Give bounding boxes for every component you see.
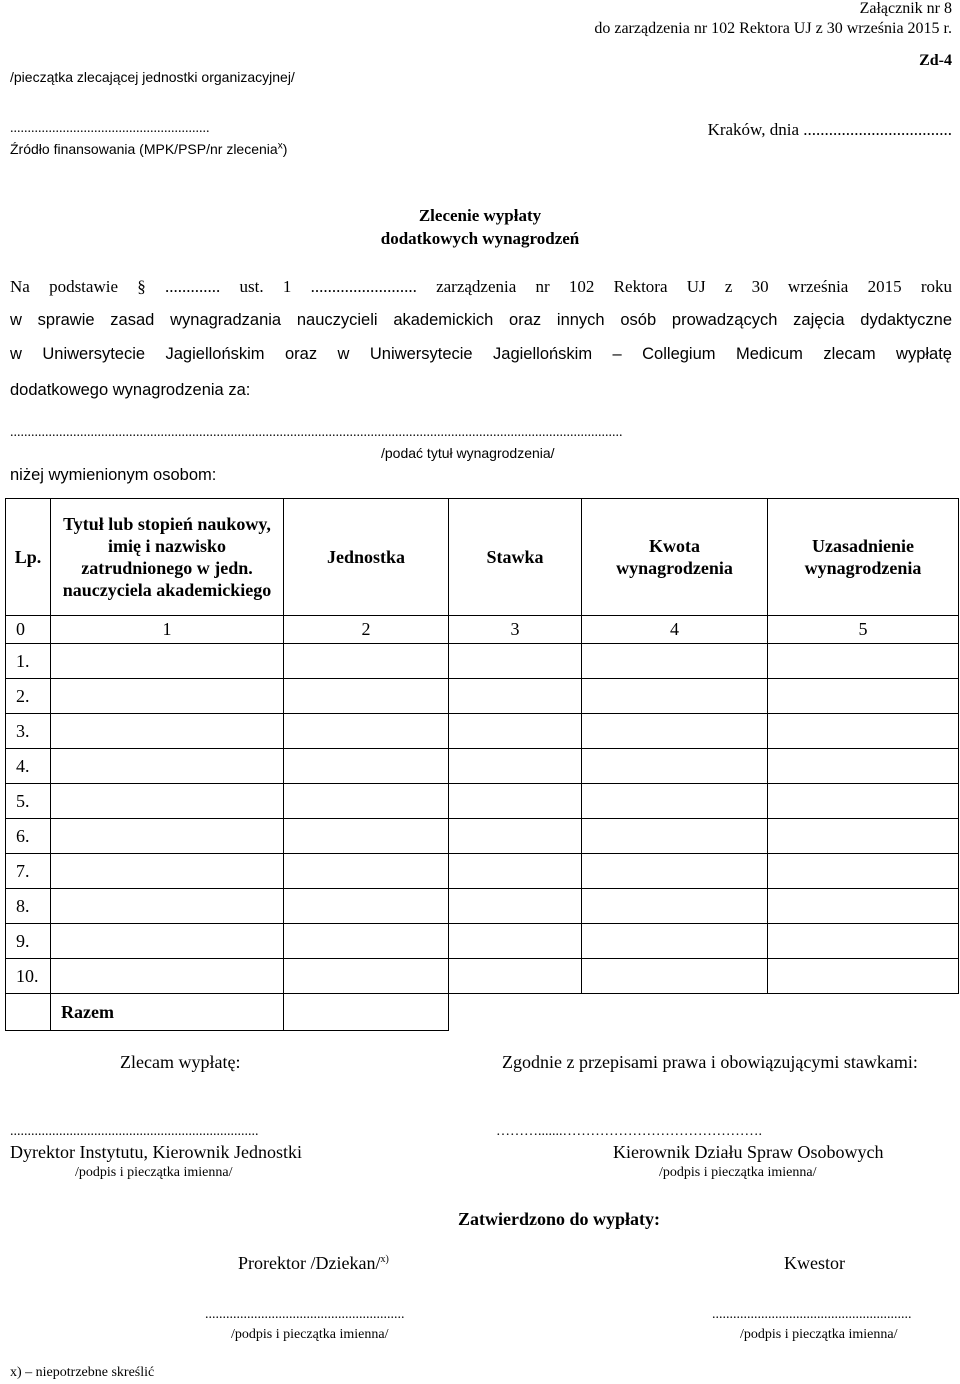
stamp-label: /pieczątka zlecającej jednostki organizacyjnej/ [10, 69, 295, 85]
person-cell[interactable] [51, 924, 284, 959]
header-lp: Lp. [6, 499, 51, 616]
amount-cell[interactable] [582, 749, 768, 784]
amount-cell[interactable] [582, 854, 768, 889]
unit-cell[interactable] [284, 819, 449, 854]
justification-cell[interactable] [768, 714, 959, 749]
person-cell[interactable] [51, 749, 284, 784]
person-cell[interactable] [51, 644, 284, 679]
table-row [6, 679, 959, 714]
total-lp-cell [6, 994, 51, 1031]
total-row [6, 994, 959, 1031]
amount-cell[interactable] [582, 819, 768, 854]
attachment-number: Załącznik nr 8 [859, 0, 952, 17]
table-row [6, 714, 959, 749]
table-row [6, 854, 959, 889]
rate-cell[interactable] [449, 679, 582, 714]
table-row [6, 924, 959, 959]
document-title-line2: dodatkowych wynagrodzeń [380, 229, 580, 248]
unit-cell[interactable] [284, 714, 449, 749]
left-signature-dots: ....................................................................... [10, 1124, 259, 1139]
body-line-3: w Uniwersytecie Jagiellońskim oraz w Uniwersytecie Jagiellońskim – Collegium Medicum zlecam wypłatę [10, 345, 952, 363]
amount-cell[interactable] [582, 714, 768, 749]
prorector-signature-dots: ......................................................... [205, 1307, 405, 1322]
unit-cell[interactable] [284, 854, 449, 889]
column-number: 2 [284, 616, 449, 644]
row-number: 7. [6, 854, 51, 889]
unit-cell[interactable] [284, 924, 449, 959]
table-row [6, 644, 959, 679]
column-number: 5 [768, 616, 959, 644]
unit-cell[interactable] [284, 679, 449, 714]
attachment-reference: do zarządzenia nr 102 Rektora UJ z 30 września 2015 r. [594, 20, 952, 37]
hr-head-role: Kierownik Działu Spraw Osobowych [613, 1142, 884, 1162]
body-line-2: w sprawie zasad wynagradzania nauczycieli akademickich oraz innych osób prowadzących zajęcia dydaktyczne [10, 311, 952, 329]
remuneration-title-hint: /podać tytuł wynagrodzenia/ [381, 445, 555, 461]
amount-cell[interactable] [582, 784, 768, 819]
table-row [6, 784, 959, 819]
form-code: Zd-4 [919, 52, 952, 69]
funding-dots: ......................................................... [10, 121, 210, 136]
table-row [6, 959, 959, 994]
prorector-label: Prorektor /Dziekan/$^{x)}$ [238, 1253, 389, 1273]
amount-cell[interactable] [582, 889, 768, 924]
header-justification: Uzasadnienie wynagrodzenia [768, 499, 959, 616]
person-cell[interactable] [51, 959, 284, 994]
total-unit-cell [284, 994, 449, 1031]
justification-cell[interactable] [768, 819, 959, 854]
row-number: 3. [6, 714, 51, 749]
column-number: 1 [51, 616, 284, 644]
right-sign-hint: /podpis i pieczątka imienna/ [659, 1165, 817, 1180]
rate-cell[interactable] [449, 959, 582, 994]
table-row [6, 749, 959, 784]
quaestor-signature-dots: ......................................................... [712, 1307, 912, 1322]
footnote: x) – niepotrzebne skreślić [10, 1365, 155, 1380]
body-line-4: dodatkowego wynagrodzenia za: [10, 381, 251, 399]
person-cell[interactable] [51, 784, 284, 819]
justification-cell[interactable] [768, 889, 959, 924]
rate-cell[interactable] [449, 854, 582, 889]
header-rate: Stawka [449, 499, 582, 616]
person-cell[interactable] [51, 679, 284, 714]
right-signature-dots: ……….......……………………………………. [496, 1124, 762, 1139]
row-number: 1. [6, 644, 51, 679]
remuneration-table [5, 498, 959, 1031]
empty-cell [449, 994, 582, 1031]
place-date: Kraków, dnia ................................... [707, 120, 952, 139]
unit-cell[interactable] [284, 784, 449, 819]
total-label: Razem [51, 994, 284, 1031]
justification-cell[interactable] [768, 784, 959, 819]
row-number: 9. [6, 924, 51, 959]
unit-cell[interactable] [284, 749, 449, 784]
justification-cell[interactable] [768, 644, 959, 679]
row-number: 2. [6, 679, 51, 714]
amount-cell[interactable] [582, 679, 768, 714]
prorector-sign-hint: /podpis i pieczątka imienna/ [231, 1327, 389, 1342]
table-header-row [6, 499, 959, 616]
remuneration-title-dots: ............................................................................................................................................................................... [10, 425, 623, 440]
document-title-line1: Zlecenie wypłaty [418, 206, 542, 225]
table-row [6, 889, 959, 924]
rate-cell[interactable] [449, 924, 582, 959]
justification-cell[interactable] [768, 924, 959, 959]
row-number: 6. [6, 819, 51, 854]
amount-cell[interactable] [582, 959, 768, 994]
row-number: 4. [6, 749, 51, 784]
institute-director-role: Dyrektor Instytutu, Kierownik Jednostki [10, 1142, 302, 1162]
unit-cell[interactable] [284, 644, 449, 679]
person-cell[interactable] [51, 819, 284, 854]
quaestor-sign-hint: /podpis i pieczątka imienna/ [740, 1327, 898, 1342]
order-label: Zlecam wypłatę: [120, 1052, 241, 1072]
column-number: 3 [449, 616, 582, 644]
body-line-1: Na podstawie § ............. ust. 1 ......................... zarządzenia nr 102 Rektora UJ z 30 września 2015 roku [10, 277, 952, 296]
justification-cell[interactable] [768, 959, 959, 994]
rate-cell[interactable] [449, 749, 582, 784]
person-cell[interactable] [51, 714, 284, 749]
unit-cell[interactable] [284, 959, 449, 994]
column-number-row [6, 616, 959, 644]
empty-cell [768, 994, 959, 1031]
amount-cell[interactable] [582, 924, 768, 959]
left-sign-hint: /podpis i pieczątka imienna/ [75, 1165, 233, 1180]
funding-label: Źródło finansowania (MPK/PSP/nr zlecenia$^x$) [10, 140, 288, 157]
header-unit: Jednostka [284, 499, 449, 616]
rate-cell[interactable] [449, 889, 582, 924]
amount-cell[interactable] [582, 644, 768, 679]
column-number: 4 [582, 616, 768, 644]
empty-cell [582, 994, 768, 1031]
person-cell[interactable] [51, 854, 284, 889]
rate-cell[interactable] [449, 714, 582, 749]
header-person: Tytuł lub stopień naukowy, imię i nazwisko zatrudnionego w jedn. nauczyciela akademickiego [51, 499, 284, 616]
approved-label: Zatwierdzono do wypłaty: [458, 1209, 660, 1229]
compliance-label: Zgodnie z przepisami prawa i obowiązującymi stawkami: [502, 1052, 918, 1072]
person-cell[interactable] [51, 889, 284, 924]
justification-cell[interactable] [768, 749, 959, 784]
row-number: 8. [6, 889, 51, 924]
persons-intro: niżej wymienionym osobom: [10, 466, 217, 484]
row-number: 5. [6, 784, 51, 819]
quaestor-label: Kwestor [784, 1253, 845, 1273]
unit-cell[interactable] [284, 889, 449, 924]
header-amount: Kwota wynagrodzenia [582, 499, 768, 616]
row-number: 10. [6, 959, 51, 994]
column-number: 0 [6, 616, 51, 644]
rate-cell[interactable] [449, 784, 582, 819]
table-row [6, 819, 959, 854]
justification-cell[interactable] [768, 679, 959, 714]
rate-cell[interactable] [449, 819, 582, 854]
rate-cell[interactable] [449, 644, 582, 679]
justification-cell[interactable] [768, 854, 959, 889]
